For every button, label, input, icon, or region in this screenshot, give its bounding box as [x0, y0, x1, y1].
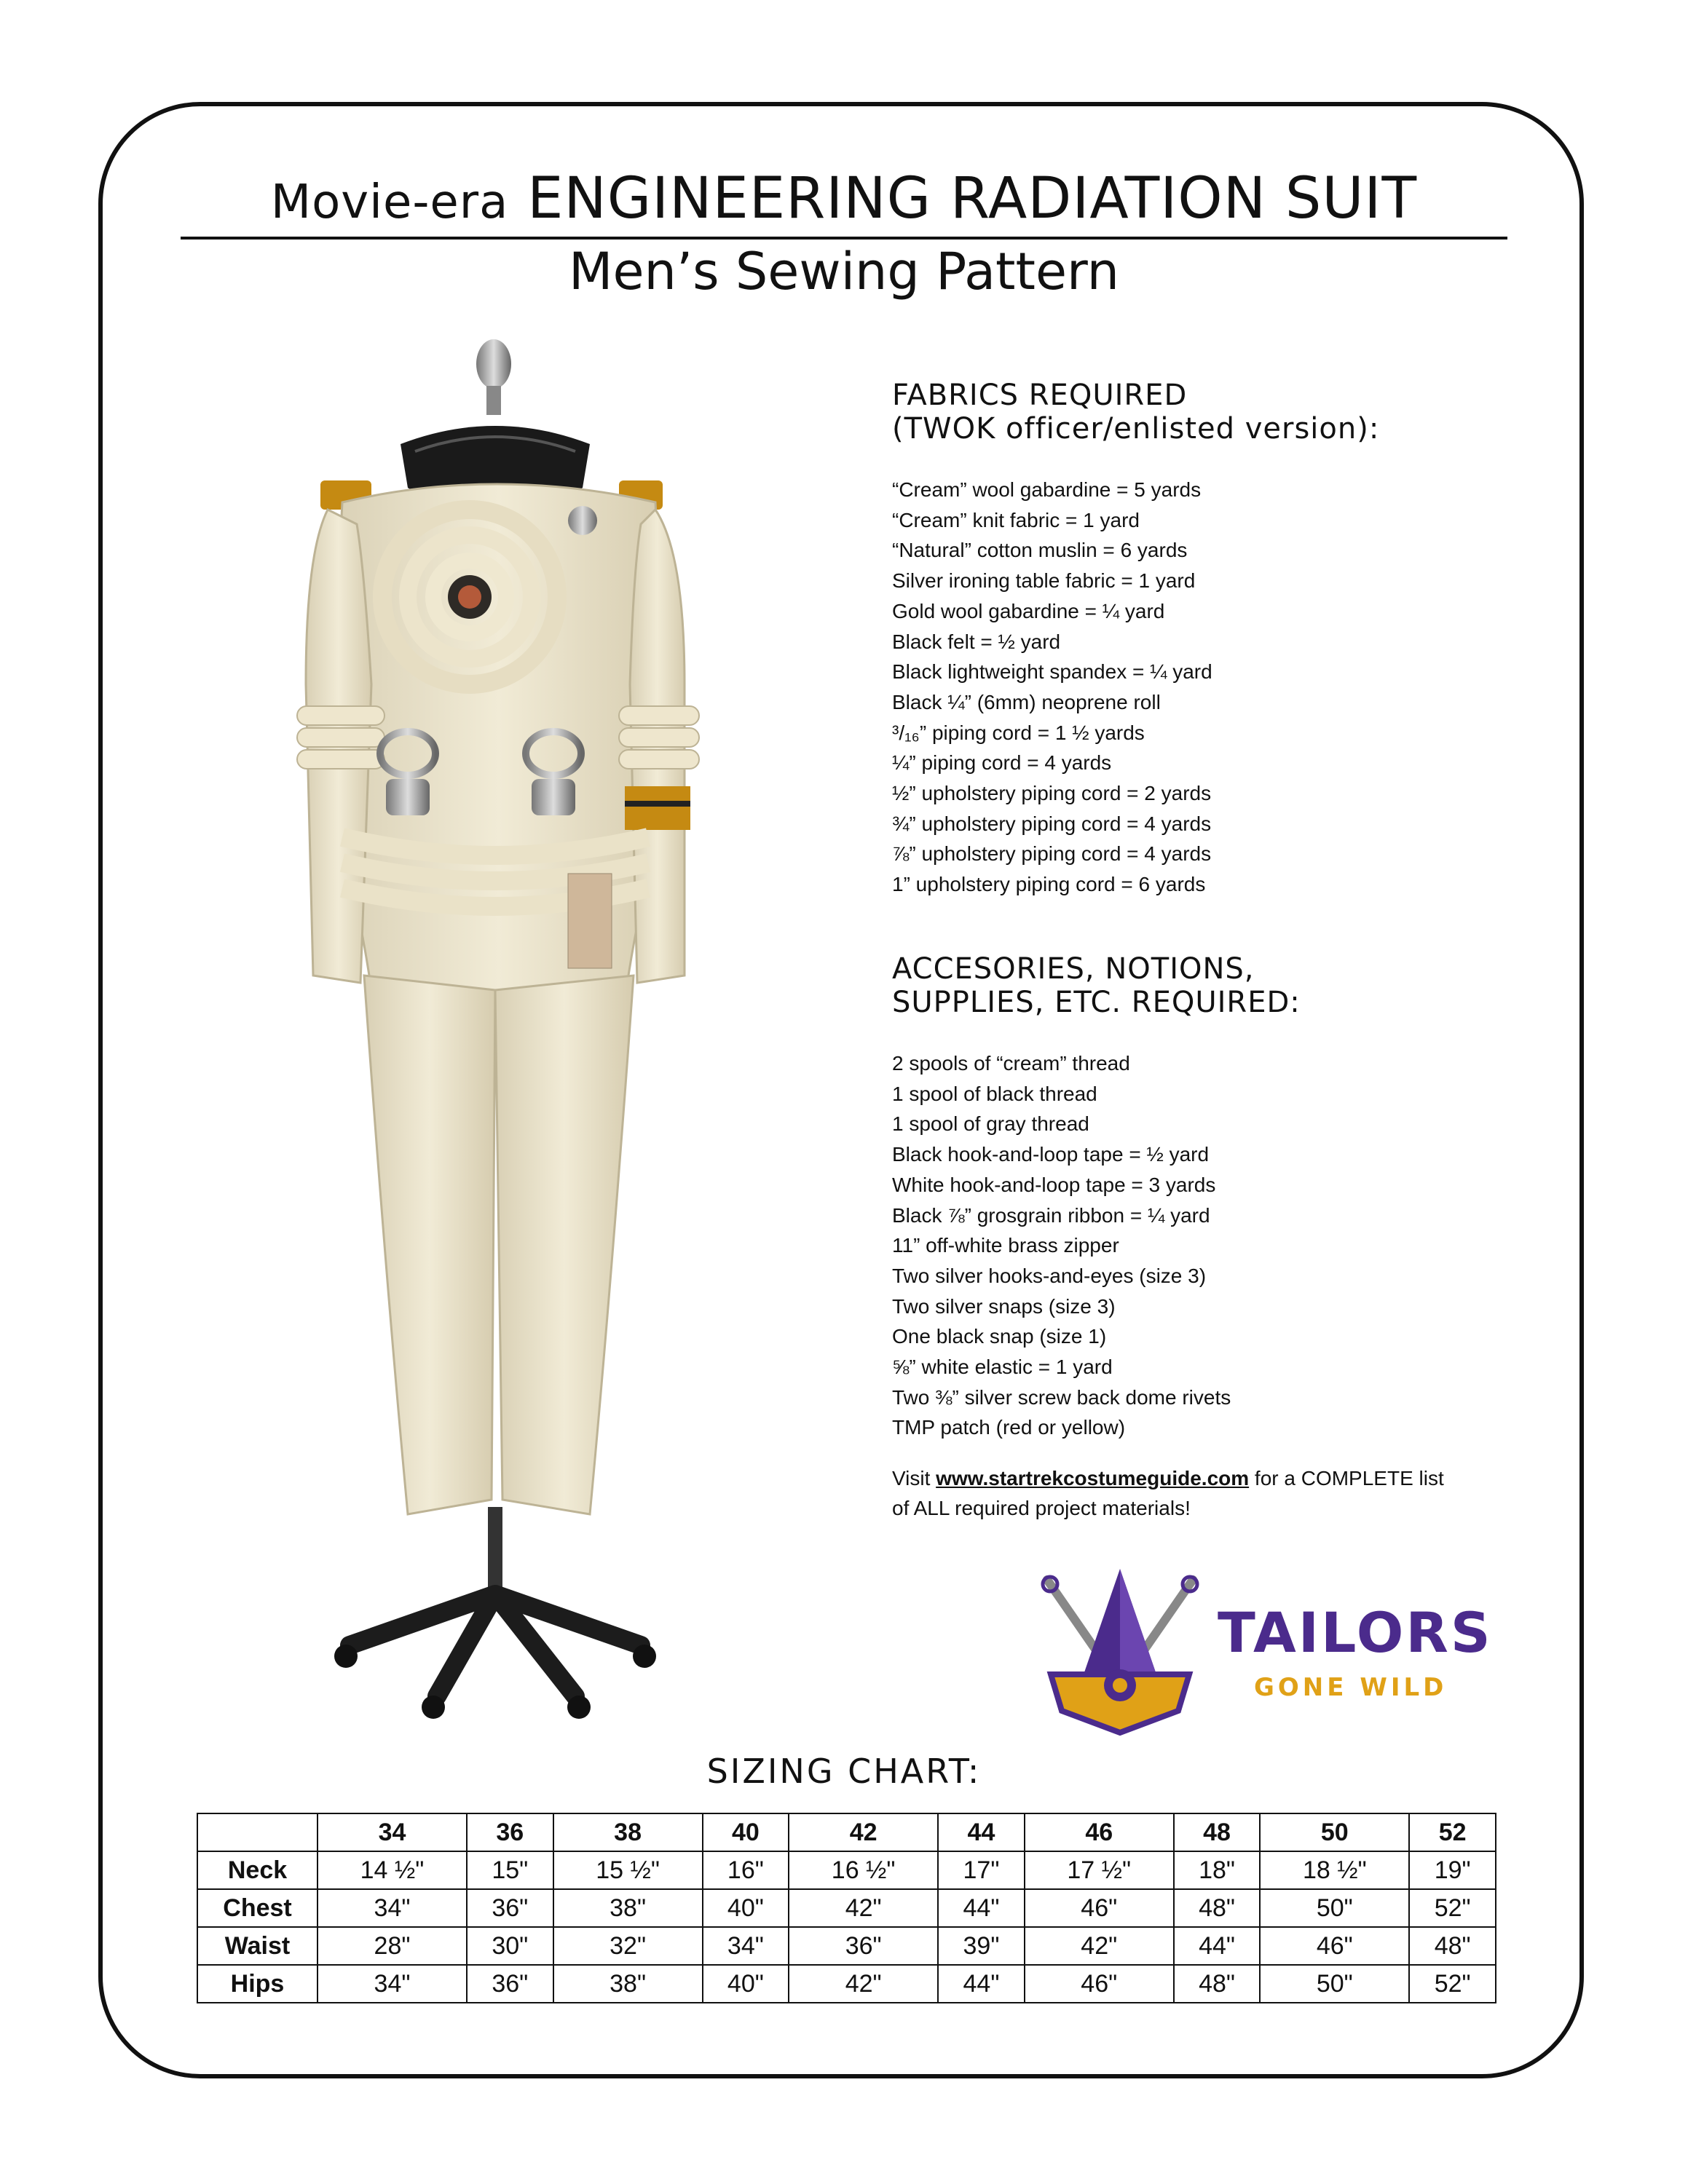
- table-row: [197, 1965, 1496, 2003]
- fabrics-item: ¼” piping cord = 4 yards: [892, 751, 1112, 775]
- visit-line2: of ALL required project materials!: [892, 1497, 1191, 1520]
- measurement-cell: 19": [1409, 1851, 1496, 1889]
- measurement-cell: 36": [789, 1927, 938, 1965]
- visit-prefix: Visit: [892, 1467, 936, 1490]
- accessories-item: 11” off-white brass zipper: [892, 1234, 1119, 1257]
- page-subtitle: Men’s Sewing Pattern: [569, 242, 1119, 301]
- table-corner-cell: [197, 1813, 318, 1851]
- measurement-cell: 18 ½": [1260, 1851, 1409, 1889]
- measurement-cell: 52": [1409, 1889, 1496, 1927]
- fabrics-item: “Cream” wool gabardine = 5 yards: [892, 478, 1202, 501]
- measurement-cell: 50": [1260, 1965, 1409, 2003]
- table-row: [197, 1851, 1496, 1889]
- measurement-cell: 42": [1025, 1927, 1174, 1965]
- measurement-cell: 48": [1174, 1965, 1261, 2003]
- measurement-cell: 44": [1174, 1927, 1261, 1965]
- measurement-cell: 50": [1260, 1889, 1409, 1927]
- accessories-list: [892, 1048, 1584, 1443]
- fabrics-item: “Natural” cotton muslin = 6 yards: [892, 539, 1188, 562]
- title-main: ENGINEERING RADIATION SUIT: [527, 166, 1418, 232]
- fabrics-item: ³/₁₆” piping cord = 1 ½ yards: [892, 721, 1145, 744]
- size-header-cell: 44: [938, 1813, 1025, 1851]
- fabrics-list: [892, 475, 1584, 900]
- measurement-cell: 46": [1025, 1965, 1174, 2003]
- fabrics-item: ½” upholstery piping cord = 2 yards: [892, 782, 1212, 805]
- size-header-cell: 46: [1025, 1813, 1174, 1851]
- website-link[interactable]: www.startrekcostumeguide.com: [936, 1467, 1250, 1490]
- accessories-heading: ACCESORIES, NOTIONS,: [892, 952, 1255, 986]
- measurement-cell: 30": [467, 1927, 553, 1965]
- row-label-cell: Hips: [197, 1965, 318, 2003]
- size-header-cell: 52: [1409, 1813, 1496, 1851]
- measurement-cell: 46": [1260, 1927, 1409, 1965]
- accessories-item: ⅝” white elastic = 1 yard: [892, 1356, 1113, 1379]
- table-header-row: [197, 1813, 1496, 1851]
- fabrics-heading: FABRICS REQUIRED: [892, 379, 1188, 412]
- fabrics-item: “Cream” knit fabric = 1 yard: [892, 508, 1140, 531]
- accessories-item: Two ⅜” silver screw back dome rivets: [892, 1385, 1231, 1409]
- measurement-cell: 28": [318, 1927, 467, 1965]
- accessories-item: 2 spools of “cream” thread: [892, 1052, 1130, 1075]
- fabrics-section: [892, 379, 1584, 900]
- size-header-cell: 34: [318, 1813, 467, 1851]
- size-header-cell: 48: [1174, 1813, 1261, 1851]
- measurement-cell: 15 ½": [553, 1851, 703, 1889]
- table-row: [197, 1927, 1496, 1965]
- accessories-item: Black ⅞” grosgrain ribbon = ¼ yard: [892, 1203, 1210, 1227]
- visit-suffix: for a COMPLETE list: [1249, 1467, 1444, 1490]
- measurement-cell: 39": [938, 1927, 1025, 1965]
- title-prefix: Movie-era: [270, 175, 509, 229]
- accessories-item: Two silver hooks-and-eyes (size 3): [892, 1264, 1207, 1287]
- sizing-title: SIZING CHART:: [706, 1752, 982, 1791]
- fabrics-item: ⅞” upholstery piping cord = 4 yards: [892, 842, 1212, 866]
- measurement-cell: 34": [703, 1927, 789, 1965]
- measurement-cell: 38": [553, 1965, 703, 2003]
- fabrics-item: Gold wool gabardine = ¼ yard: [892, 599, 1165, 622]
- tailors-logo-icon: [1033, 1565, 1207, 1740]
- accessories-item: Black hook-and-loop tape = ½ yard: [892, 1143, 1210, 1166]
- fabrics-item: ¾” upholstery piping cord = 4 yards: [892, 812, 1212, 835]
- fabrics-item: Black felt = ½ yard: [892, 630, 1061, 653]
- measurement-cell: 42": [789, 1965, 938, 2003]
- size-header-cell: 50: [1260, 1813, 1409, 1851]
- measurement-cell: 16": [703, 1851, 789, 1889]
- measurement-cell: 42": [789, 1889, 938, 1927]
- accessories-item: White hook-and-loop tape = 3 yards: [892, 1173, 1216, 1196]
- measurement-cell: 40": [703, 1889, 789, 1927]
- measurement-cell: 17": [938, 1851, 1025, 1889]
- size-header-cell: 40: [703, 1813, 789, 1851]
- measurement-cell: 52": [1409, 1965, 1496, 2003]
- fabrics-subheading: (TWOK officer/enlisted version):: [892, 412, 1380, 446]
- measurement-cell: 34": [318, 1965, 467, 2003]
- accessories-item: TMP patch (red or yellow): [892, 1416, 1126, 1439]
- accessories-item: One black snap (size 1): [892, 1325, 1107, 1348]
- measurement-cell: 34": [318, 1889, 467, 1927]
- measurement-cell: 14 ½": [318, 1851, 467, 1889]
- accessories-section: [892, 952, 1584, 1523]
- row-label-cell: Chest: [197, 1889, 318, 1927]
- table-row: [197, 1889, 1496, 1927]
- measurement-cell: 44": [938, 1889, 1025, 1927]
- accessories-item: Two silver snaps (size 3): [892, 1294, 1116, 1318]
- measurement-cell: 17 ½": [1025, 1851, 1174, 1889]
- measurement-cell: 40": [703, 1965, 789, 2003]
- brand-tagline: GONE WILD: [1254, 1673, 1448, 1702]
- accessories-item: 1 spool of black thread: [892, 1082, 1097, 1105]
- accessories-item: 1 spool of gray thread: [892, 1112, 1089, 1136]
- size-header-cell: 38: [553, 1813, 703, 1851]
- row-label-cell: Waist: [197, 1927, 318, 1965]
- size-header-cell: 42: [789, 1813, 938, 1851]
- visit-note: [892, 1463, 1584, 1523]
- size-header-cell: 36: [467, 1813, 553, 1851]
- measurement-cell: 36": [467, 1965, 553, 2003]
- measurement-cell: 18": [1174, 1851, 1261, 1889]
- row-label-cell: Neck: [197, 1851, 318, 1889]
- measurement-cell: 32": [553, 1927, 703, 1965]
- fabrics-item: 1” upholstery piping cord = 6 yards: [892, 873, 1206, 896]
- measurement-cell: 48": [1174, 1889, 1261, 1927]
- title-underline: [181, 237, 1507, 240]
- measurement-cell: 46": [1025, 1889, 1174, 1927]
- fabrics-item: Silver ironing table fabric = 1 yard: [892, 569, 1196, 593]
- page-title: [0, 166, 1688, 232]
- measurement-cell: 15": [467, 1851, 553, 1889]
- brand-name: TAILORS: [1218, 1600, 1493, 1665]
- measurement-cell: 38": [553, 1889, 703, 1927]
- accessories-subheading: SUPPLIES, ETC. REQUIRED:: [892, 986, 1301, 1019]
- measurement-cell: 36": [467, 1889, 553, 1927]
- sizing-table: [197, 1813, 1496, 2003]
- costume-photo: [277, 335, 743, 1733]
- fabrics-item: Black lightweight spandex = ¼ yard: [892, 660, 1212, 684]
- measurement-cell: 48": [1409, 1927, 1496, 1965]
- measurement-cell: 16 ½": [789, 1851, 938, 1889]
- fabrics-item: Black ¼” (6mm) neoprene roll: [892, 690, 1161, 713]
- measurement-cell: 44": [938, 1965, 1025, 2003]
